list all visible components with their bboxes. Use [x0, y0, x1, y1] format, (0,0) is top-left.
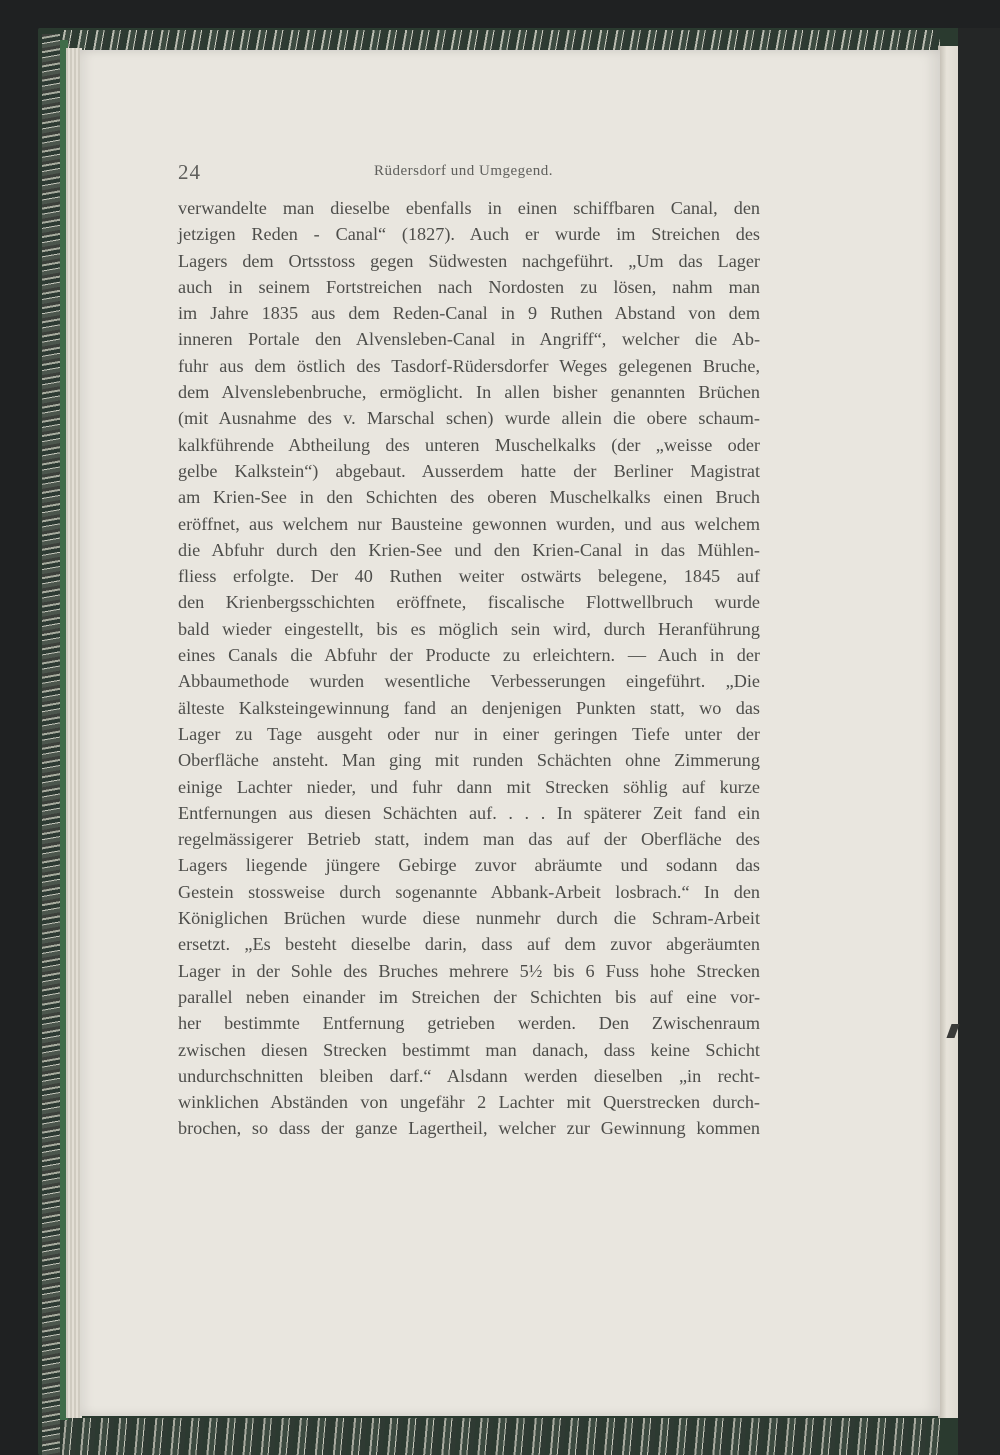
text-line: eröffnet, aus welchem nur Bausteine gewonnen wurden, und aus welchem	[178, 513, 760, 534]
text-line: Lager in der Sohle des Bruches mehrere 5½ bis 6 Fuss hohe Strecken	[178, 960, 760, 981]
running-header	[178, 160, 778, 190]
text-line: ersetzt. „Es besteht dieselbe darin, dass auf dem zuvor abgeräumten	[178, 934, 760, 955]
text-line: Gestein stossweise durch sogenannte Abbank-Arbeit losbrach.“ In den	[178, 881, 760, 902]
text-line: zwischen diesen Strecken bestimmt man danach, dass keine Schicht	[178, 1039, 760, 1060]
text-line: am Krien-See in den Schichten des oberen Muschelkalks einen Bruch	[178, 487, 760, 508]
right-page-edge	[938, 46, 960, 1418]
page-number: 24	[178, 160, 201, 184]
text-line: Lagers dem Ortsstoss gegen Südwesten nachgeführt. „Um das Lager	[178, 250, 760, 271]
text-line: fuhr aus dem östlich des Tasdorf-Rüdersdorfer Weges gelegenen Bruche,	[178, 355, 760, 376]
text-line: (mit Ausnahme des v. Marschal schen) wurde allein die obere schaum-	[178, 408, 760, 429]
text-line: her bestimmte Entfernung getrieben werden. Den Zwischenraum	[178, 1013, 760, 1034]
text-line: jetzigen Reden - Canal“ (1827). Auch er wurde im Streichen des	[178, 224, 760, 245]
text-line: im Jahre 1835 aus dem Reden-Canal in 9 Ruthen Abstand von dem	[178, 303, 760, 324]
text-line: auch in seinem Fortstreichen nach Nordosten zu lösen, nahm man	[178, 276, 760, 297]
text-line: bald wieder eingestellt, bis es möglich sein wird, durch Heranführung	[178, 618, 760, 639]
running-header-title: Rüdersdorf und Umgegend.	[374, 163, 554, 179]
marbled-endpaper-top	[60, 30, 940, 52]
text-line: inneren Portale den Alvensleben-Canal in Angriff“, welcher die Ab-	[178, 329, 760, 350]
text-line: Abbaumethode wurden wesentliche Verbesserungen eingeführt. „Die	[178, 671, 760, 692]
text-line: Oberfläche ansteht. Man ging mit runden Schächten ohne Zimmerung	[178, 750, 760, 771]
body-text	[178, 195, 760, 1142]
text-line: winklichen Abständen von ungefähr 2 Lachter mit Querstrecken durch-	[178, 1092, 760, 1113]
text-line: einige Lachter nieder, und fuhr dann mit Strecken söhlig auf kurze	[178, 776, 760, 797]
text-line: regelmässigerer Betrieb statt, indem man das auf der Oberfläche des	[178, 829, 760, 850]
text-line: parallel neben einander im Streichen der Schichten bis auf eine vor-	[178, 986, 760, 1007]
text-line: älteste Kalksteingewinnung fand an denjenigen Punkten statt, wo das	[178, 697, 760, 718]
text-line: dem Alvenslebenbruche, ermöglicht. In allen bisher genannten Brüchen	[178, 382, 760, 403]
right-cover-board	[958, 28, 1000, 1455]
text-line: undurchschnitten bleiben darf.“ Alsdann werden dieselben „in recht-	[178, 1065, 760, 1086]
text-line: fliess erfolgte. Der 40 Ruthen weiter ostwärts belegene, 1845 auf	[178, 566, 760, 587]
text-line: verwandelte man dieselbe ebenfalls in einen schiffbaren Canal, den	[178, 198, 760, 218]
text-line: brochen, so dass der ganze Lagertheil, welcher zur Gewinnung kommen	[178, 1118, 760, 1139]
text-line: den Krienbergsschichten eröffnete, fiscalische Flottwellbruch wurde	[178, 592, 760, 613]
text-line: Königlichen Brüchen wurde diese nunmehr durch die Schram-Arbeit	[178, 908, 760, 929]
text-line: kalkführende Abtheilung des unteren Muschelkalks (der „weisse oder	[178, 434, 760, 455]
text-line: gelbe Kalkstein“) abgebaut. Ausserdem hatte der Berliner Magistrat	[178, 460, 760, 481]
text-line: Entfernungen aus diesen Schächten auf. . . . In späterer Zeit fand ein	[178, 802, 760, 823]
text-line: eines Canals die Abfuhr der Producte zu erleichtern. — Auch in der	[178, 645, 760, 666]
marbled-endpaper-bottom	[60, 1418, 940, 1455]
text-line: die Abfuhr durch den Krien-See und den Krien-Canal in das Mühlen-	[178, 539, 760, 560]
text-line: Lager zu Tage ausgeht oder nur in einer geringen Tiefe unter der	[178, 723, 760, 744]
text-line: Lagers liegende jüngere Gebirge zuvor abräumte und sodann das	[178, 855, 760, 876]
